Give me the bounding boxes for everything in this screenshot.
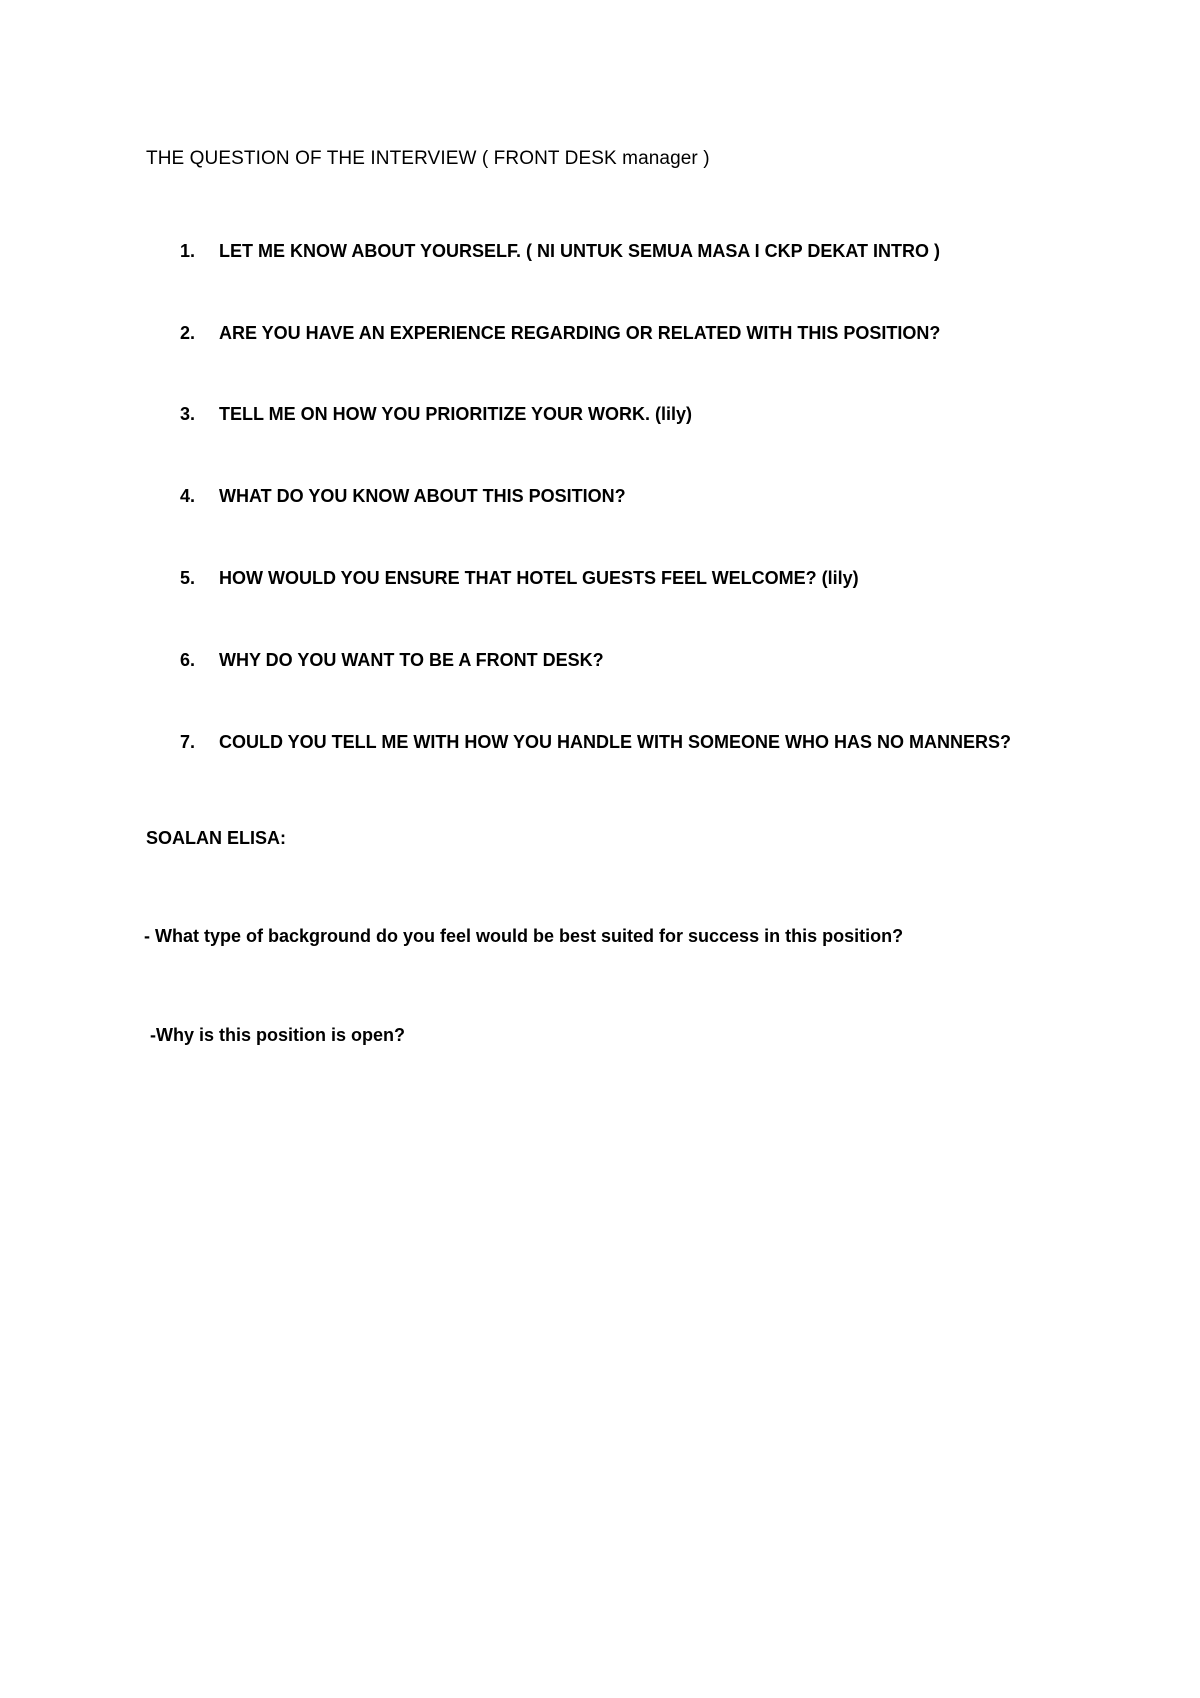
question-number: 2. <box>180 323 196 343</box>
question-text: TELL ME ON HOW YOU PRIORITIZE YOUR WORK. (lily) <box>219 404 693 424</box>
question-number: 5. <box>180 568 196 588</box>
question-text: ARE YOU HAVE AN EXPERIENCE REGARDING OR RELATED WITH THIS POSITION? <box>219 323 941 343</box>
extra-question: - What type of background do you feel would be best suited for success in this position? <box>144 926 904 946</box>
section-heading: SOALAN ELISA: <box>146 828 287 848</box>
extra-question: -Why is this position is open? <box>150 1025 405 1045</box>
question-text: WHY DO YOU WANT TO BE A FRONT DESK? <box>219 650 604 670</box>
question-number: 4. <box>180 486 196 506</box>
question-text: HOW WOULD YOU ENSURE THAT HOTEL GUESTS FEEL WELCOME? (lily) <box>219 568 859 588</box>
question-number: 3. <box>180 404 196 424</box>
question-text: WHAT DO YOU KNOW ABOUT THIS POSITION? <box>219 486 626 506</box>
question-text: COULD YOU TELL ME WITH HOW YOU HANDLE WITH SOMEONE WHO HAS NO MANNERS? <box>219 732 1011 752</box>
document-title: THE QUESTION OF THE INTERVIEW ( FRONT DESK manager ) <box>146 148 710 169</box>
question-text: LET ME KNOW ABOUT YOURSELF. ( NI UNTUK SEMUA MASA I CKP DEKAT INTRO ) <box>219 241 940 261</box>
question-number: 1. <box>180 241 196 261</box>
question-number: 7. <box>180 732 196 752</box>
question-number: 6. <box>180 650 196 670</box>
